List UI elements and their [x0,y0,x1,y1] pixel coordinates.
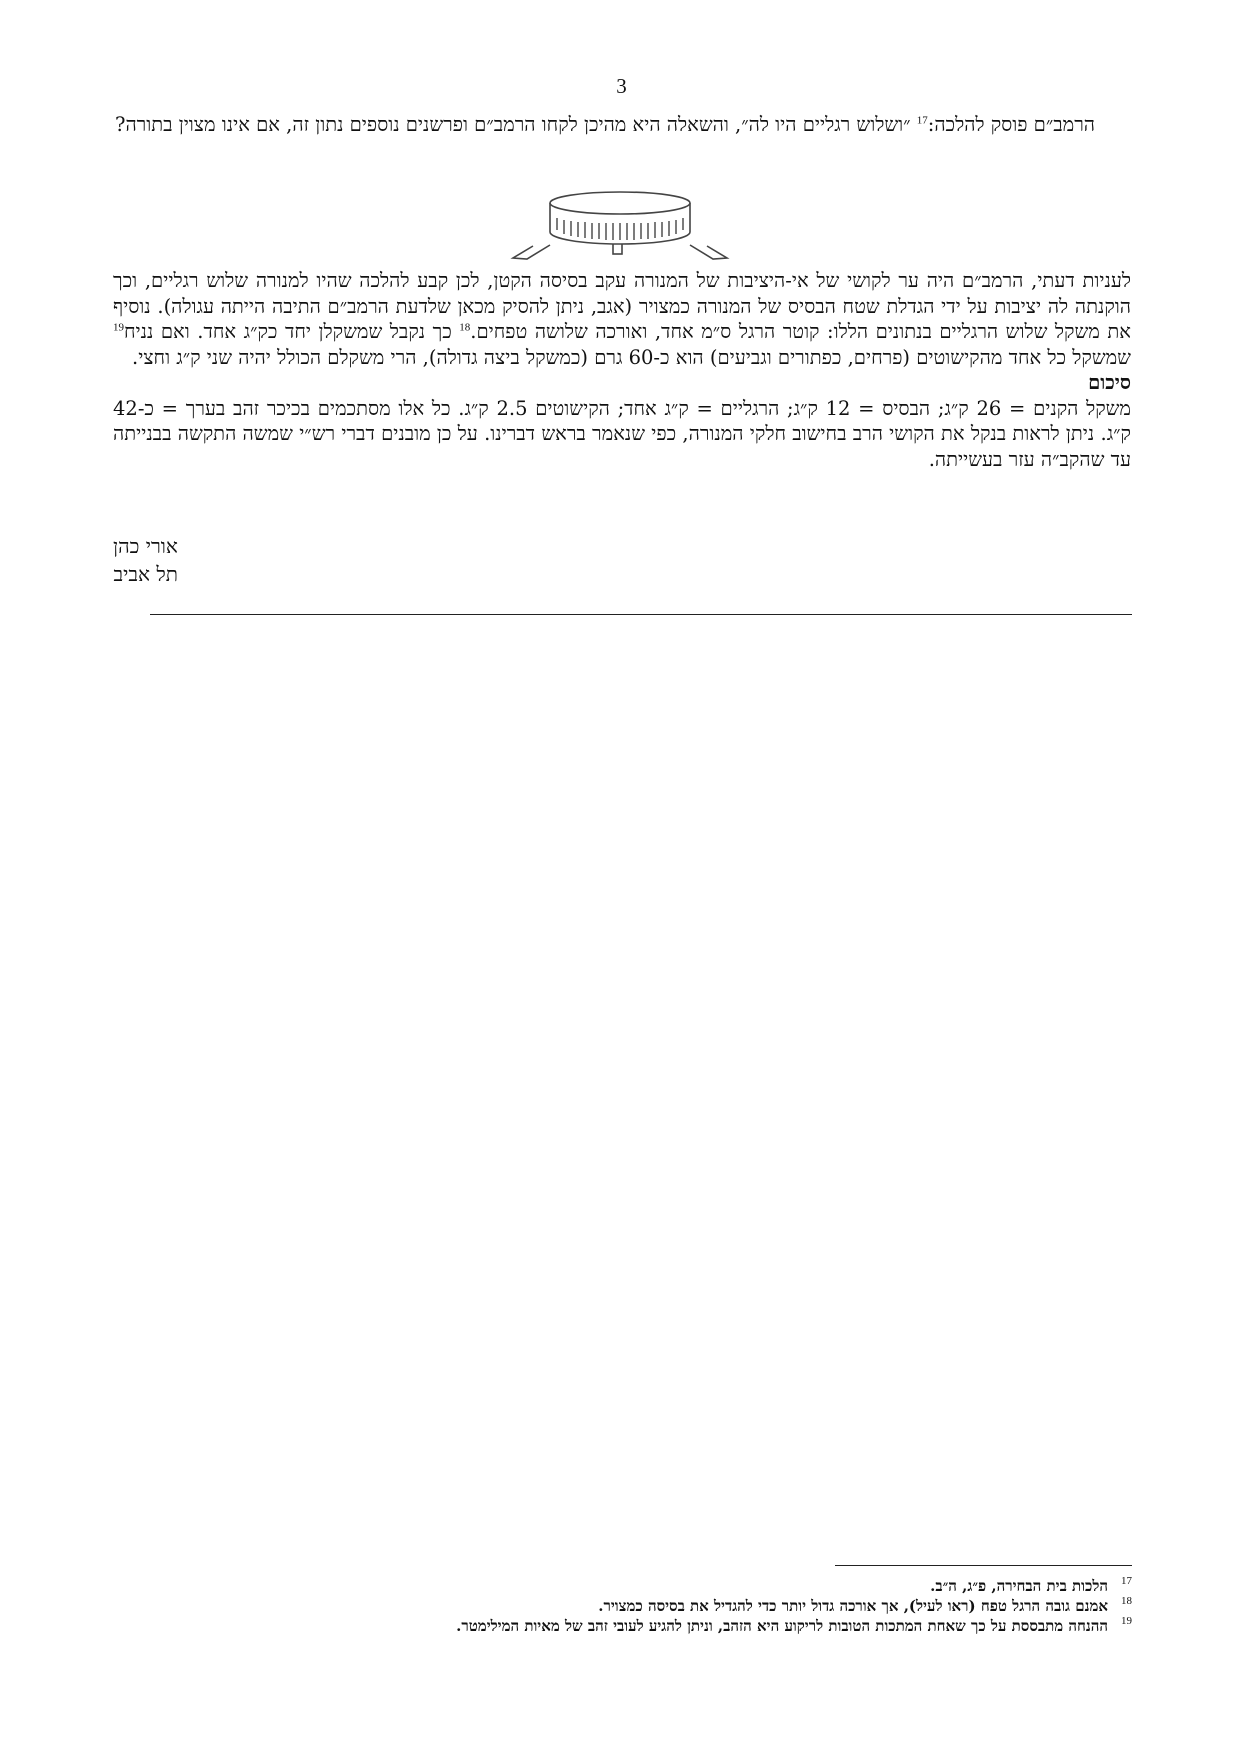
intro-paragraph [113,112,1131,138]
footnote-number: 19 [1121,1615,1132,1627]
footnote-number: 18 [1121,1595,1132,1607]
body-text-1: לעניות דעתי, הרמב״ם היה ער לקושי של אי-היציבות של המנורה עקב בסיסה הקטן, לכן קבע להלכה שהיו למנורה שלוש רגליים, וכך הוקנתה לה יציבות על ידי הגדלת שטח הבסיס של המנורה כמצויר (אגב, ניתן להסיק מכאן שלדעת הרמב״ם התיבה הייתה עגולה). נוסיף את משקל שלוש הרגליים בנתונים הללו: קוטר הרגל ס״מ אחד, ואורכה שלושה טפחים. [113,269,1131,343]
base-top [550,192,690,214]
summary-heading: סיכום [1088,371,1131,394]
footnote-text: אמנם גובה הרגל טפח (ראו לעיל), אך אורכה גדול יותר כדי להגדיל את בסיסה כמצויר. [598,1597,1108,1615]
right-leg [690,245,727,259]
footnote-ref-18[interactable]: 18 [459,321,471,334]
author-name: אורי כהן [113,534,178,558]
footnote-ref-17[interactable]: 17 [916,114,928,127]
page-number: 3 [616,74,627,98]
section-divider [150,614,1132,615]
summary-paragraph: משקל הקנים = 26 ק״ג; הבסיס = 12 ק״ג; הרגליים = ק״ג אחד; הקישוטים 2.5 ק״ג. כל אלו מסתכמים בכיכר זהב בערך = כ-42 ק״ג. ניתן לראות בנקל את הקושי הרב בחישוב חלקי המנורה, כפי שנאמר בראש דברינו. על כן מובנים דברי רש״י שמשה התקשה בבנייתה עד שהקב״ה עזר בעשייתה. [113,396,1131,471]
menorah-base-tripod-drawing-icon [505,188,735,260]
body-text-3: שמשקל כל אחד מהקישוטים (פרחים, כפתורים וגביעים) הוא כ-60 גרם (כמשקל ביצה גדולה), הרי משקלם הכולל יהיה שני ק״ג וחצי. [132,345,1131,369]
footnote-text: הלכות בית הבחירה, פ״ג, ה״ב. [930,1577,1108,1595]
intro-text: הרמב״ם פוסק להלכה: [927,113,1095,136]
footnote-19 [200,1616,1132,1636]
footnote-18 [200,1596,1132,1616]
footnote-number: 17 [1121,1575,1132,1587]
left-leg [513,245,550,259]
footnote-17 [200,1576,1132,1596]
footnote-text: ההנחה מתבססת על כך שאחת המתכות הטובות לריקוע היא הזהב, וניתן להגיע לעובי זהב של מאיות המילימטר. [456,1617,1108,1635]
body-text-2: כך נקבל שמשקלן יחד כק״ג אחד. ואם נניח [124,320,460,343]
intro-text-continued: ״ושלוש רגליים היו לה״, והשאלה היא מהיכן לקחו הרמב״ם ופרשנים נוספים נתון זה, אם אינו מצוין בתורה? [115,113,917,136]
author-place: תל אביב [113,562,178,586]
body-paragraph [113,268,1131,370]
main-body [113,268,1131,472]
footnote-separator [835,1565,1132,1566]
footnotes [200,1576,1132,1636]
footnote-ref-19[interactable]: 19 [113,321,124,334]
signature [113,532,178,588]
